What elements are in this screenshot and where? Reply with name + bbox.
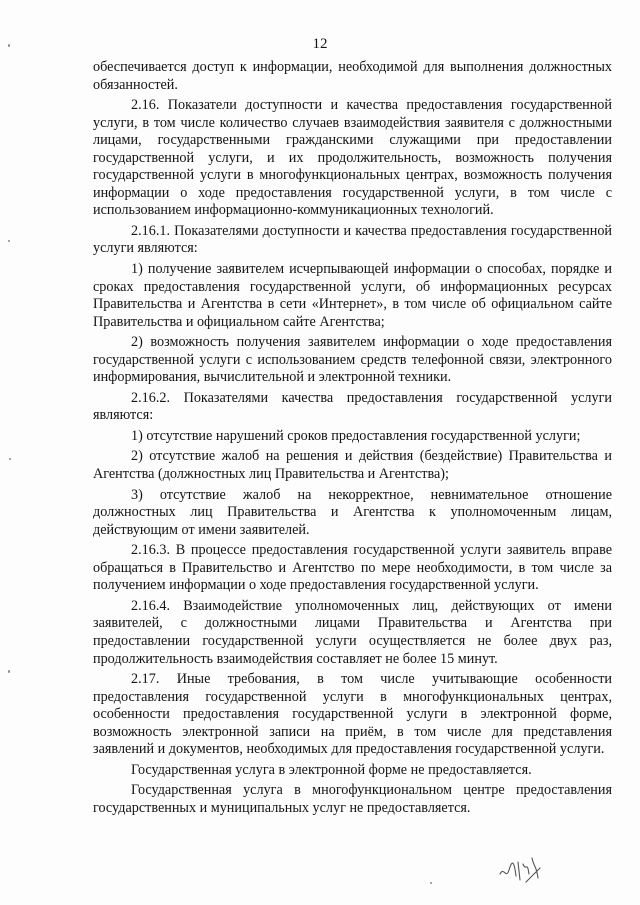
paragraph-2-16: 2.16. Показатели доступности и качества предоставления государственной услуги, в том числе количество случаев взаимодействия заявителя с должностными лицами, государственными гражданскими служащими при предоставлении государственной услуги, и их продолжительность, возможность получения государственной услуги в многофункциональных центрах, возможность получения информации о ходе предоставления государственной услуги, в том числе с использованием информационно-коммуникационных технологий. [93,97,612,219]
paragraph-2-16-2: 2.16.2. Показателями качества предоставления государственной услуги являются: [93,389,612,424]
scan-speck [9,458,11,460]
paragraph-2-16-1: 2.16.1. Показателями доступности и качества предоставления государственной услуги являются: [93,222,612,257]
paragraph-2-16-4: 2.16.4. Взаимодействие уполномоченных лиц, действующих от имени заявителей, с должностными лицами Правительства и Агентства при предоставлении государственной услуги осуществляется не более двух раз, продолжительность взаимодействия составляет не более 15 минут. [93,597,612,667]
scan-speck [8,240,10,242]
document-body [93,59,612,817]
scan-speck [8,44,10,47]
scan-speck [8,670,10,673]
paragraph-electronic-form: Государственная услуга в электронной форме не предоставляется. [131,761,532,778]
paragraph-mfc: Государственная услуга в многофункциональном центре предоставления государственных и муниципальных услуг не предоставляется. [93,782,612,816]
list-item-2-16-2-3: 3) отсутствие жалоб на некорректное, невнимательное отношение должностных лиц Правительства и Агентства к уполномоченным лицам, действующим от имени заявителей. [93,486,612,538]
list-item-2-16-1-2: 2) возможность получения заявителем информации о ходе предоставления государственной услуги с использованием средств телефонной связи, электронного информирования, вычислительной и электронной техники. [93,334,612,386]
signature-scribble [496,852,546,886]
list-item-2-16-2-1: 1) отсутствие нарушений сроков предоставления государственной услуги; [131,427,581,444]
paragraph-2-16-3: 2.16.3. В процессе предоставления государственной услуги заявитель вправе обращаться в Правительство и Агентство по мере необходимости, в том числе за получением информации о ходе предоставления государственной услуги. [93,542,612,594]
list-item-2-16-2-2: 2) отсутствие жалоб на решения и действия (бездействие) Правительства и Агентства (должностных лиц Правительства и Агентства); [93,448,612,483]
scan-speck [430,882,432,884]
list-item-2-16-1-1: 1) получение заявителем исчерпывающей информации о способах, порядке и сроках предоставления государственной услуги, об информационных ресурсах Правительства и Агентства в сети «Интернет», в том числе об официальном сайте Правительства и официальном сайте Агентства; [93,261,612,330]
page-number: 12 [312,36,328,52]
paragraph-continuation: обеспечивается доступ к информации, необходимой для выполнения должностных обязанностей. [93,59,612,93]
paragraph-2-17: 2.17. Иные требования, в том числе учитывающие особенности предоставления государственной услуги в многофункциональных центрах, особенности предоставления государственной услуги в электронной форме, возможность электронной записи на приём, в том числе для представления заявлений и документов, необходимых для предоставления государственной услуги. [93,671,612,758]
